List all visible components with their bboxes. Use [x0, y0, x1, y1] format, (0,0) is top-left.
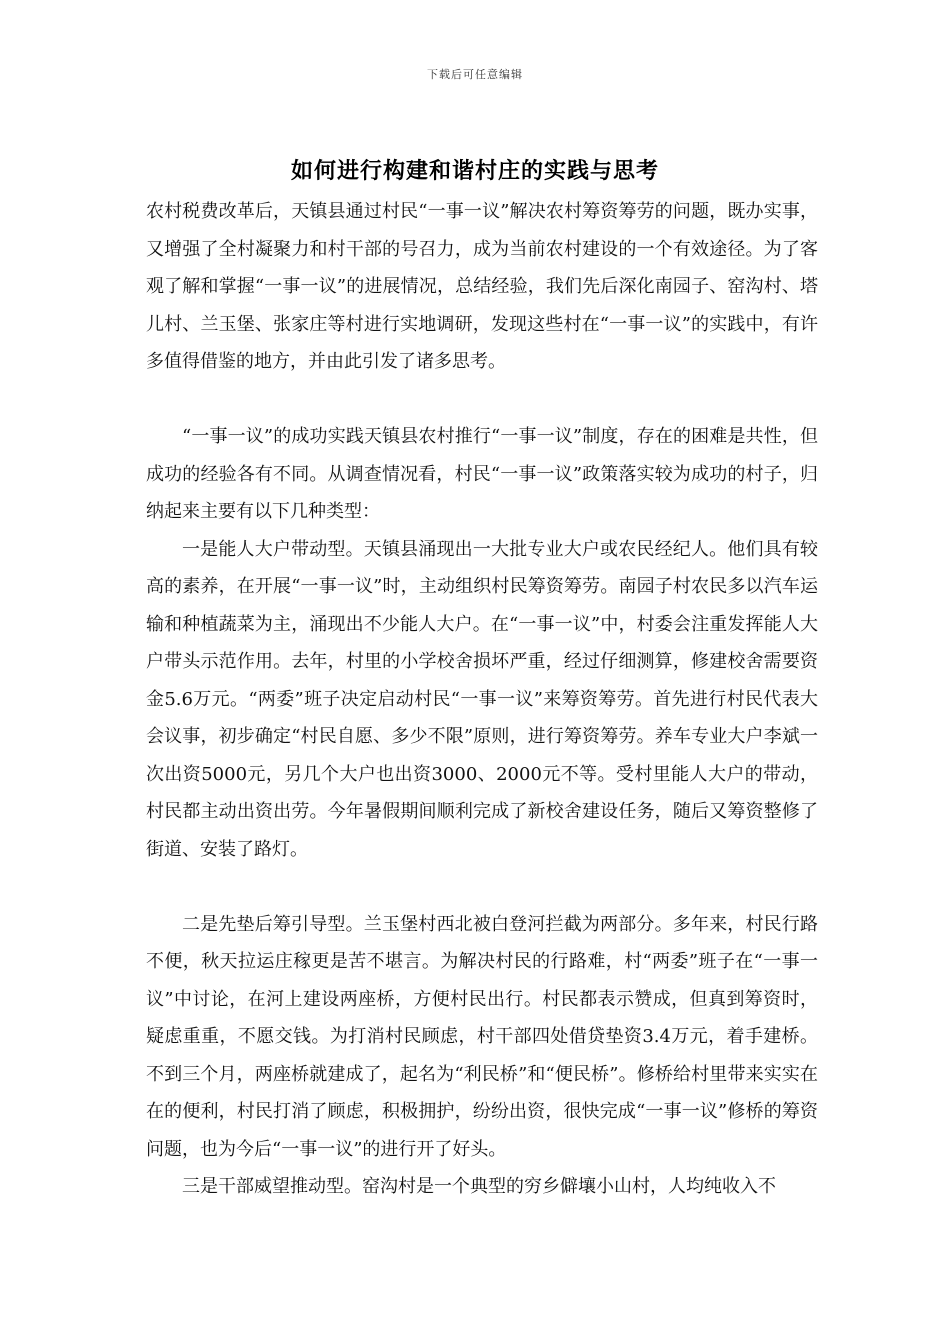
paragraph-type-two: 二是先垫后筹引导型。兰玉堡村西北被白登河拦截为两部分。多年来，村民行路不便，秋天拉运庄稼更是苦不堪言。为解决村民的行路难，村“两委”班子在“一事一议”中讨论，在河上建设两座桥，方便村民出行。村民都表示赞成，但真到筹资时，疑虑重重，不愿交钱。为打消村民顾虑，村干部四处借贷垫资3.4万元，着手建桥。不到三个月，两座桥就建成了，起名为“利民桥”和“便民桥”。修桥给村里带来实实在在的便利，村民打消了顾虑，积极拥护，纷纷出资，很快完成“一事一议”修桥的筹资问题，也为今后“一事一议”的进行开了好头。: [146, 913, 818, 1160]
document-title: 如何进行构建和谐村庄的实践与思考: [290, 158, 659, 184]
paragraph-gap: [146, 868, 818, 906]
document-body: [146, 193, 818, 1206]
header-note: 下载后可任意编辑: [427, 68, 523, 81]
paragraph-overview: “一事一议”的成功实践天镇县农村推行“一事一议”制度，存在的困难是共性，但成功的经验各有不同。从调查情况看，村民“一事一议”政策落实较为成功的村子，归纳起来主要有以下几种类型：: [146, 426, 818, 522]
paragraph-gap: [146, 381, 818, 419]
paragraph-type-three: 三是干部威望推动型。窑沟村是一个典型的穷乡僻壤小山村，人均纯收入不: [182, 1176, 776, 1197]
paragraph-type-one: 一是能人大户带动型。天镇县涌现出一大批专业大户或农民经纪人。他们具有较高的素养，在开展“一事一议”时，主动组织村民筹资筹劳。南园子村农民多以汽车运输和种植蔬菜为主，涌现出不少能人大户。在“一事一议”中，村委会注重发挥能人大户带头示范作用。去年，村里的小学校舍损坏严重，经过仔细测算，修建校舍需要资金5.6万元。“两委”班子决定启动村民“一事一议”来筹资筹劳。首先进行村民代表大会议事，初步确定“村民自愿、多少不限”原则，进行筹资筹劳。养车专业大户李斌一次出资5000元，另几个大户也出资3000、2000元不等。受村里能人大户的带动，村民都主动出资出劳。今年暑假期间顺利完成了新校舍建设任务，随后又筹资整修了街道、安装了路灯。: [146, 538, 818, 860]
paragraph-intro: 农村税费改革后，天镇县通过村民“一事一议”解决农村筹资筹劳的问题，既办实事，又增强了全村凝聚力和村干部的号召力，成为当前农村建设的一个有效途径。为了客观了解和掌握“一事一议”的进展情况，总结经验，我们先后深化南园子、窑沟村、塔儿村、兰玉堡、张家庄等村进行实地调研，发现这些村在“一事一议”的实践中，有许多值得借鉴的地方，并由此引发了诸多思考。: [146, 201, 818, 372]
